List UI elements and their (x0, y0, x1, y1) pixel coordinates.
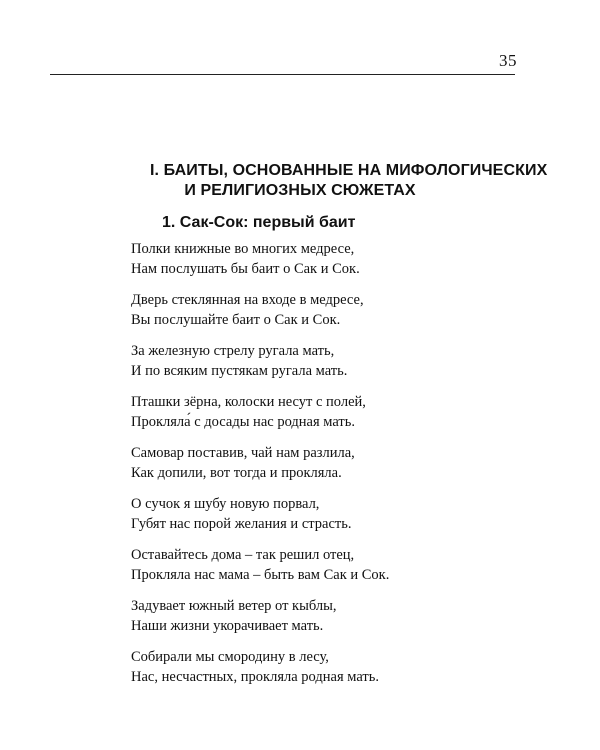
stanza (131, 443, 491, 494)
stanza (131, 647, 491, 698)
verse-line: Вы послушайте баит о Сак и Сок. (131, 312, 341, 328)
stanza (131, 545, 491, 596)
section-title (150, 161, 548, 201)
header-rule (50, 74, 515, 75)
verse-line: Прокляла́ с досады нас родная мать. (131, 414, 355, 430)
stanza (131, 392, 491, 443)
stanza (131, 290, 491, 341)
verse-line: Губят нас порой желания и страсть. (131, 516, 352, 532)
stanza (131, 341, 491, 392)
verse-line: Пташки зёрна, колоски несут с полей, (131, 394, 366, 410)
section-title-line: И РЕЛИГИОЗНЫХ СЮЖЕТАХ (184, 182, 416, 199)
section-title-line: I. БАИТЫ, ОСНОВАННЫЕ НА МИФОЛОГИЧЕСКИХ (150, 162, 548, 179)
verse-line: Самовар поставив, чай нам разлила, (131, 445, 355, 461)
verse-line: Как допили, вот тогда и прокляла. (131, 465, 342, 481)
stanza (131, 239, 491, 290)
verse-line: Задувает южный ветер от кыблы, (131, 598, 337, 614)
verse-line: Наши жизни укорачивает мать. (131, 618, 324, 634)
verse-line: Оставайтесь дома – так решил отец, (131, 547, 355, 563)
verse-line: Собирали мы смородину в лесу, (131, 649, 329, 665)
stanza (131, 596, 491, 647)
verse-line: Нам послушать бы баит о Сак и Сок. (131, 261, 360, 277)
verse-line: О сучок я шубу новую порвал, (131, 496, 320, 512)
verse-line: И по всяким пустякам ругала мать. (131, 363, 348, 379)
verse-line: Нас, несчастных, прокляла родная мать. (131, 669, 379, 685)
page-number: 35 (499, 51, 517, 70)
poem-title: 1. Сак-Сок: первый баит (162, 214, 356, 231)
verse-line: За железную стрелу ругала мать, (131, 343, 335, 359)
verse-line: Полки книжные во многих медресе, (131, 241, 355, 257)
poem-body (131, 239, 491, 698)
verse-line: Прокляла нас мама – быть вам Сак и Сок. (131, 567, 390, 583)
stanza (131, 494, 491, 545)
verse-line: Дверь стеклянная на входе в медресе, (131, 292, 364, 308)
